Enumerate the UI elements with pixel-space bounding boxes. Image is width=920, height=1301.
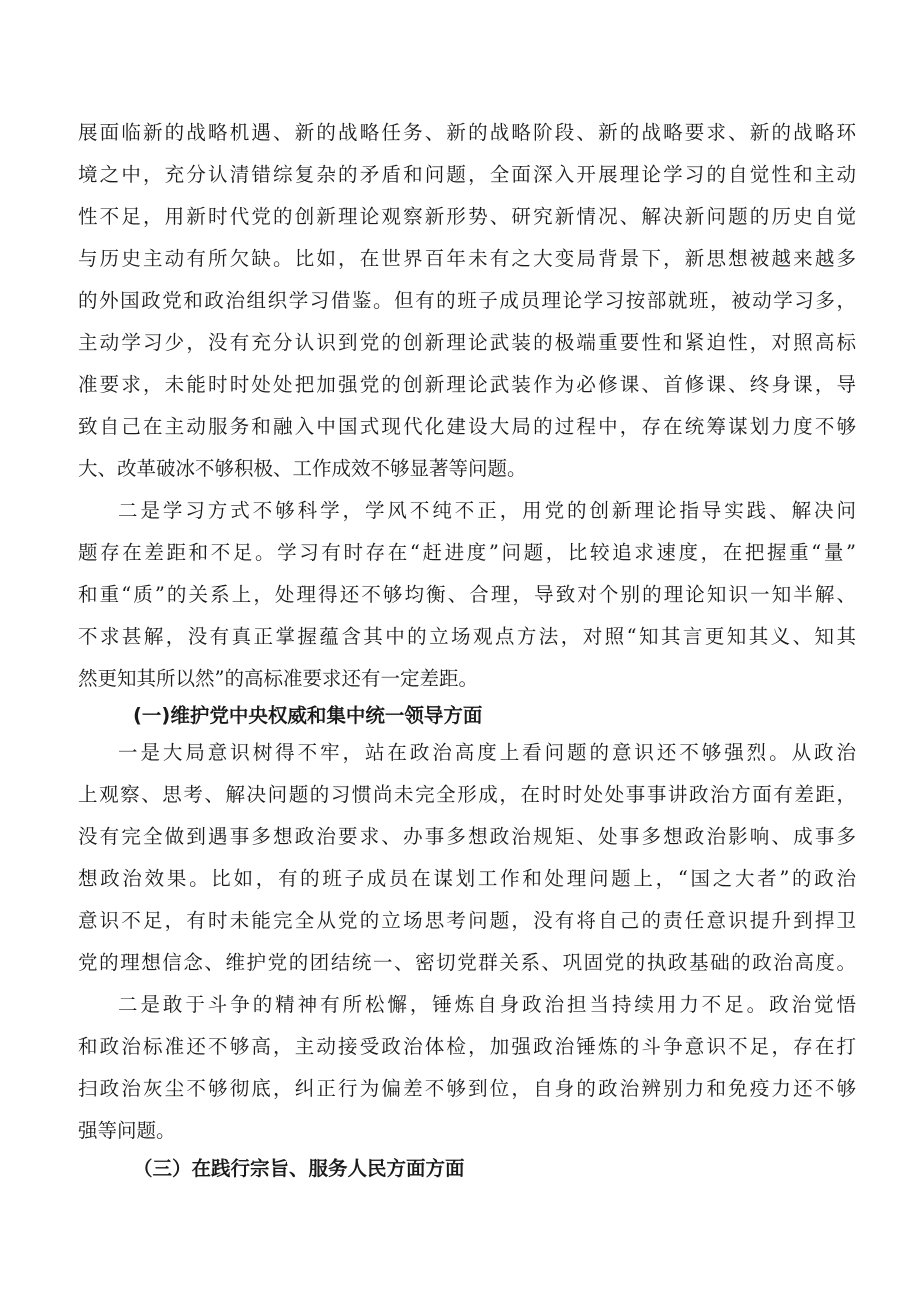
paragraph-line: 致自己在主动服务和融入中国式现代化建设大局的过程中，存在统筹谋划力度不够 (78, 415, 856, 438)
paragraph-line: 展面临新的战略机遇、新的战略任务、新的战略阶段、新的战略要求、新的战略环 (78, 121, 856, 144)
paragraph-line: 一是大局意识树得不牢，站在政治高度上看问题的意识还不够强烈。从政治 (118, 741, 856, 764)
paragraph-line: 大、改革破冰不够积极、工作成效不够显著等问题。 (78, 457, 527, 480)
section-heading: (一)维护党中央权威和集中统一领导方面 (133, 704, 483, 727)
paragraph-line: 和重“质”的关系上，处理得还不够均衡、合理，导致对个别的理论知识一知半解、 (78, 583, 856, 606)
section-heading: （三）在践行宗旨、服务人民方面方面 (133, 1157, 465, 1180)
paragraph-line: 准要求，未能时时处处把加强党的创新理论武装作为必修课、首修课、终身课，导 (78, 373, 856, 396)
paragraph-line: 强等问题。 (78, 1119, 176, 1142)
paragraph-line: 想政治效果。比如，有的班子成员在谋划工作和处理问题上，“国之大者”的政治 (78, 867, 856, 890)
paragraph-line: 二是学习方式不够科学，学风不纯不正，用党的创新理论指导实践、解决问 (118, 499, 856, 522)
paragraph-line: 题存在差距和不足。学习有时存在“赶进度”问题，比较追求速度，在把握重“量” (78, 541, 856, 564)
paragraph-line: 与历史主动有所欠缺。比如，在世界百年未有之大变局背景下，新思想被越来越多 (78, 247, 856, 270)
paragraph-line: 不求甚解，没有真正掌握蕴含其中的立场观点方法，对照“知其言更知其义、知其 (78, 625, 856, 648)
paragraph-line: 境之中，充分认清错综复杂的矛盾和问题，全面深入开展理论学习的自觉性和主动 (78, 163, 856, 186)
paragraph-line: 没有完全做到遇事多想政治要求、办事多想政治规矩、处事多想政治影响、成事多 (78, 825, 856, 848)
paragraph-line: 的外国政党和政治组织学习借鉴。但有的班子成员理论学习按部就班，被动学习多， (78, 289, 856, 312)
paragraph-line: 和政治标准还不够高，主动接受政治体检，加强政治锤炼的斗争意识不足，存在打 (78, 1035, 856, 1058)
paragraph-line: 主动学习少，没有充分认识到党的创新理论武装的极端重要性和紧迫性，对照高标 (78, 331, 856, 354)
paragraph-line: 二是敢于斗争的精神有所松懈，锤炼自身政治担当持续用力不足。政治觉悟 (118, 993, 856, 1016)
paragraph-line: 扫政治灰尘不够彻底，纠正行为偏差不够到位，自身的政治辨别力和免疫力还不够 (78, 1077, 856, 1100)
paragraph-line: 意识不足，有时未能完全从党的立场思考问题，没有将自己的责任意识提升到捍卫 (78, 909, 856, 932)
paragraph-line: 然更知其所以然”的高标准要求还有一定差距。 (78, 667, 478, 690)
paragraph-line: 性不足，用新时代党的创新理论观察新形势、研究新情况、解决新问题的历史自觉 (78, 205, 856, 228)
paragraph-line: 党的理想信念、维护党的团结统一、密切党群关系、巩固党的执政基础的政治高度。 (78, 951, 856, 974)
paragraph-line: 上观察、思考、解决问题的习惯尚未完全形成，在时时处处事事讲政治方面有差距， (78, 783, 856, 806)
